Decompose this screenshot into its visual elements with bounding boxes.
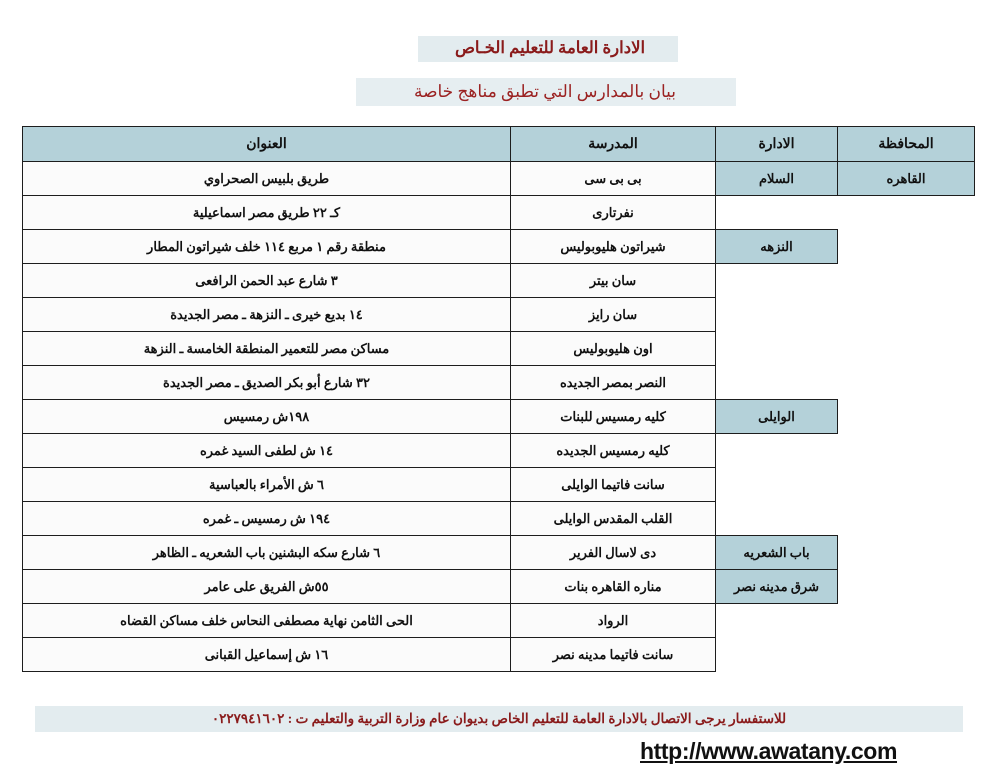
table-row: [23, 298, 975, 332]
cell-school: القلب المقدس الوايلى: [511, 502, 716, 536]
table-row: [23, 434, 975, 468]
cell-address: ١٩٤ ش رمسيس ـ غمره: [23, 502, 511, 536]
cell-school: النصر بمصر الجديده: [511, 366, 716, 400]
cell-address: ٣ شارع عبد الحمن الرافعى: [23, 264, 511, 298]
cell-school: كليه رمسيس للبنات: [511, 400, 716, 434]
cell-governorate: [838, 332, 975, 366]
cell-school: شيراتون هليوبوليس: [511, 230, 716, 264]
cell-governorate: [838, 468, 975, 502]
cell-address: طريق بلبيس الصحراوي: [23, 162, 511, 196]
table-row: [23, 604, 975, 638]
cell-school: مناره القاهره بنات: [511, 570, 716, 604]
cell-governorate: [838, 366, 975, 400]
page-title: الادارة العامة للتعليم الخـاص: [454, 38, 646, 57]
cell-governorate: [838, 196, 975, 230]
cell-governorate: القاهره: [838, 162, 975, 196]
table-row: [23, 366, 975, 400]
cell-administration: [716, 332, 838, 366]
cell-address: مساكن مصر للتعمير المنطقة الخامسة ـ النزهة: [23, 332, 511, 366]
cell-address: ٦ ش الأمراء بالعباسية: [23, 468, 511, 502]
table-row: [23, 230, 975, 264]
table-row: [23, 468, 975, 502]
cell-governorate: [838, 502, 975, 536]
cell-administration: الوايلى: [716, 400, 838, 434]
table-row: [23, 162, 975, 196]
cell-administration: [716, 502, 838, 536]
cell-school: اون هليوبوليس: [511, 332, 716, 366]
cell-administration: [716, 366, 838, 400]
cell-address: ١٩٨ش رمسيس: [23, 400, 511, 434]
column-header-address: العنوان: [23, 127, 511, 162]
cell-administration: [716, 298, 838, 332]
table-row: [23, 196, 975, 230]
table-row: [23, 400, 975, 434]
cell-address: منطقة رقم ١ مربع ١١٤ خلف شيراتون المطار: [23, 230, 511, 264]
cell-administration: باب الشعريه: [716, 536, 838, 570]
table-body: [23, 162, 975, 672]
column-header-governorate: المحافظة: [838, 127, 975, 162]
cell-administration: [716, 468, 838, 502]
cell-school: سان بيتر: [511, 264, 716, 298]
cell-school: نفرتارى: [511, 196, 716, 230]
cell-administration: [716, 434, 838, 468]
cell-governorate: [838, 570, 975, 604]
column-header-school: المدرسة: [511, 127, 716, 162]
cell-address: ٥٥ش الفريق على عامر: [23, 570, 511, 604]
column-header-administration: الادارة: [716, 127, 838, 162]
table-row: [23, 502, 975, 536]
cell-governorate: [838, 400, 975, 434]
cell-governorate: [838, 434, 975, 468]
table-header-row: [23, 127, 975, 162]
table-row: [23, 570, 975, 604]
cell-governorate: [838, 604, 975, 638]
cell-school: سانت فاتيما الوايلى: [511, 468, 716, 502]
table-row: [23, 332, 975, 366]
cell-administration: [716, 196, 838, 230]
cell-school: كليه رمسيس الجديده: [511, 434, 716, 468]
cell-address: ٣٢ شارع أبو بكر الصديق ـ مصر الجديدة: [23, 366, 511, 400]
cell-administration: السلام: [716, 162, 838, 196]
cell-governorate: [838, 264, 975, 298]
cell-school: سان رايز: [511, 298, 716, 332]
cell-address: كـ ٢٢ طريق مصر اسماعيلية: [23, 196, 511, 230]
page-subtitle: بيان بالمدارس التي تطبق مناهج خاصة: [413, 82, 677, 101]
cell-governorate: [838, 638, 975, 672]
cell-address: ١٤ ش لطفى السيد غمره: [23, 434, 511, 468]
schools-table: [22, 126, 975, 672]
cell-administration: شرق مدينه نصر: [716, 570, 838, 604]
cell-administration: [716, 264, 838, 298]
cell-address: ٦ شارع سكه البشنين باب الشعريه ـ الظاهر: [23, 536, 511, 570]
cell-school: سانت فاتيما مدينه نصر: [511, 638, 716, 672]
cell-administration: [716, 638, 838, 672]
cell-address: ١٦ ش إسماعيل القبانى: [23, 638, 511, 672]
site-url-link[interactable]: http://www.awatany.com: [640, 738, 898, 764]
cell-administration: النزهه: [716, 230, 838, 264]
table-row: [23, 536, 975, 570]
table-row: [23, 264, 975, 298]
table-row: [23, 638, 975, 672]
cell-school: دى لاسال الفرير: [511, 536, 716, 570]
cell-school: الرواد: [511, 604, 716, 638]
cell-governorate: [838, 298, 975, 332]
cell-school: بى بى سى: [511, 162, 716, 196]
cell-administration: [716, 604, 838, 638]
cell-governorate: [838, 230, 975, 264]
cell-address: الحى الثامن نهاية مصطفى النحاس خلف مساكن القضاه: [23, 604, 511, 638]
footer-contact-note: للاستفسار يرجى الاتصال بالادارة العامة للتعليم الخاص بديوان عام وزارة التربية والتعليم ت : ٠٢٢٧٩٤١٦٠٢: [211, 711, 787, 726]
table-header: [23, 127, 975, 162]
cell-governorate: [838, 536, 975, 570]
cell-address: ١٤ بديع خيرى ـ النزهة ـ مصر الجديدة: [23, 298, 511, 332]
